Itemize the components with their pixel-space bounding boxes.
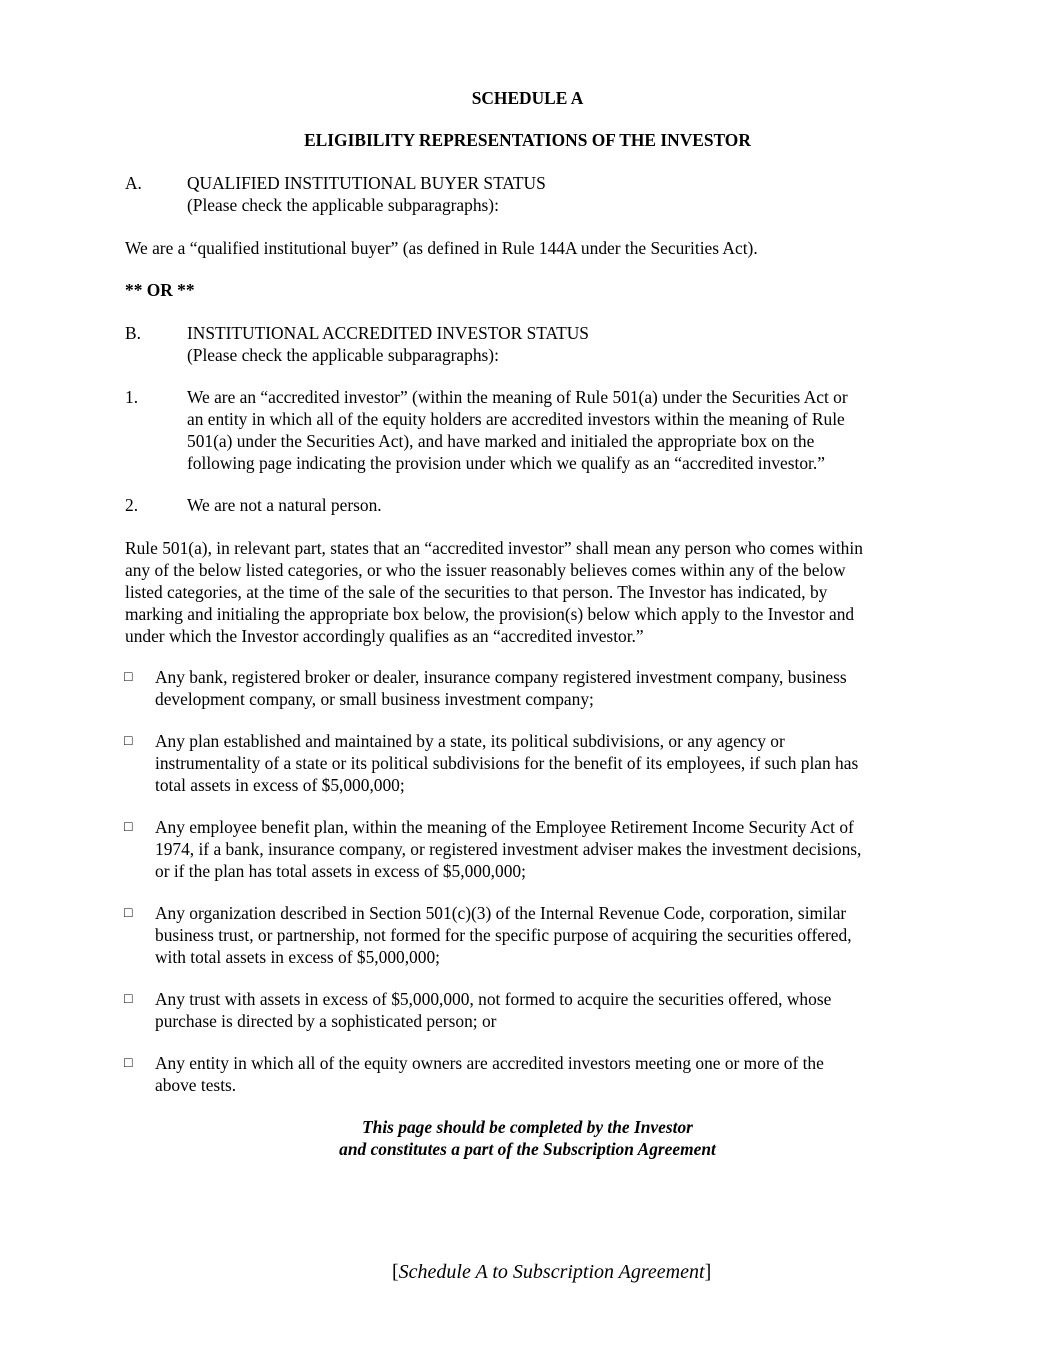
checkbox-item-text: 1974, if a bank, insurance company, or registered investment adviser makes the investment decisions, xyxy=(155,839,862,859)
page-heading: ELIGIBILITY REPRESENTATIONS OF THE INVESTOR xyxy=(304,130,751,150)
or-separator: ** OR ** xyxy=(125,280,195,300)
item-1-line: following page indicating the provision under which we qualify as an “accredited investor.” xyxy=(187,453,825,473)
checkbox-item-text: with total assets in excess of $5,000,000; xyxy=(155,947,440,967)
checkbox-item-text: Any organization described in Section 501(c)(3) of the Internal Revenue Code, corporation, similar xyxy=(155,903,847,923)
rule-paragraph-line: under which the Investor accordingly qualifies as an “accredited investor.” xyxy=(125,626,644,646)
rule-paragraph-line: listed categories, at the time of the sale of the securities to that person. The Investor has indicated, by xyxy=(125,582,828,602)
checkbox-item-text: or if the plan has total assets in excess of $5,000,000; xyxy=(155,861,526,881)
schedule-title: SCHEDULE A xyxy=(471,88,584,108)
checkbox-bank[interactable]: □ xyxy=(124,670,133,685)
checkbox-item-text: Any entity in which all of the equity owners are accredited investors meeting one or more of the xyxy=(155,1053,824,1073)
page-footer xyxy=(392,1259,711,1285)
checkbox-item-text: development company, or small business investment company; xyxy=(155,689,594,709)
completion-note-line: This page should be completed by the Investor xyxy=(362,1117,693,1137)
checkbox-item-text: purchase is directed by a sophisticated person; or xyxy=(155,1011,497,1031)
section-a-instruction: (Please check the applicable subparagraphs): xyxy=(187,195,499,215)
checkbox-item-text: Any bank, registered broker or dealer, insurance company registered investment company, business xyxy=(155,667,847,687)
checkbox-item-text: above tests. xyxy=(155,1075,237,1095)
section-b-marker: B. xyxy=(125,323,141,343)
rule-paragraph-line: Rule 501(a), in relevant part, states that an “accredited investor” shall mean any person who comes within xyxy=(125,538,863,558)
checkbox-equity-owner-entity[interactable]: □ xyxy=(124,1056,133,1071)
checkbox-item-text: total assets in excess of $5,000,000; xyxy=(155,775,405,795)
checkbox-item-text: Any trust with assets in excess of $5,000,000, not formed to acquire the securities offered, whose xyxy=(155,989,832,1009)
section-a-title: QUALIFIED INSTITUTIONAL BUYER STATUS xyxy=(187,173,546,193)
qib-statement: We are a “qualified institutional buyer” (as defined in Rule 144A under the Securities Act). xyxy=(125,238,758,258)
completion-note-line: and constitutes a part of the Subscription Agreement xyxy=(339,1139,716,1159)
checkbox-item-text: Any employee benefit plan, within the meaning of the Employee Retirement Income Security Act of xyxy=(155,817,854,837)
section-b-title: INSTITUTIONAL ACCREDITED INVESTOR STATUS xyxy=(187,323,589,343)
footer-text: Schedule A to Subscription Agreement xyxy=(398,1261,705,1283)
section-a-marker: A. xyxy=(125,173,142,193)
rule-paragraph-line: marking and initialing the appropriate box below, the provision(s) below which apply to the Investor and xyxy=(125,604,855,624)
footer-open-bracket: [ xyxy=(392,1261,399,1283)
checkbox-trust[interactable]: □ xyxy=(124,992,133,1007)
section-b-instruction: (Please check the applicable subparagraphs): xyxy=(187,345,499,365)
item-1-line: 501(a) under the Securities Act), and have marked and initialed the appropriate box on the xyxy=(187,431,815,451)
rule-paragraph-line: any of the below listed categories, or who the issuer reasonably believes comes within any of the below xyxy=(125,560,846,580)
item-2-line: We are not a natural person. xyxy=(187,495,382,515)
item-1-number: 1. xyxy=(125,387,139,407)
checkbox-item-text: business trust, or partnership, not formed for the specific purpose of acquiring the securities offered, xyxy=(155,925,852,945)
checkbox-item-text: instrumentality of a state or its political subdivisions for the benefit of its employees, if such plan has xyxy=(155,753,859,773)
checkbox-501c3-organization[interactable]: □ xyxy=(124,906,133,921)
checkbox-state-plan[interactable]: □ xyxy=(124,734,133,749)
item-1-line: We are an “accredited investor” (within the meaning of Rule 501(a) under the Securities Act or xyxy=(187,387,848,407)
item-1-line: an entity in which all of the equity holders are accredited investors within the meaning of Rule xyxy=(187,409,845,429)
footer-close-bracket: ] xyxy=(704,1261,712,1283)
item-2-number: 2. xyxy=(125,495,139,515)
checkbox-employee-benefit-plan[interactable]: □ xyxy=(124,820,133,835)
checkbox-item-text: Any plan established and maintained by a state, its political subdivisions, or any agency or xyxy=(155,731,785,751)
